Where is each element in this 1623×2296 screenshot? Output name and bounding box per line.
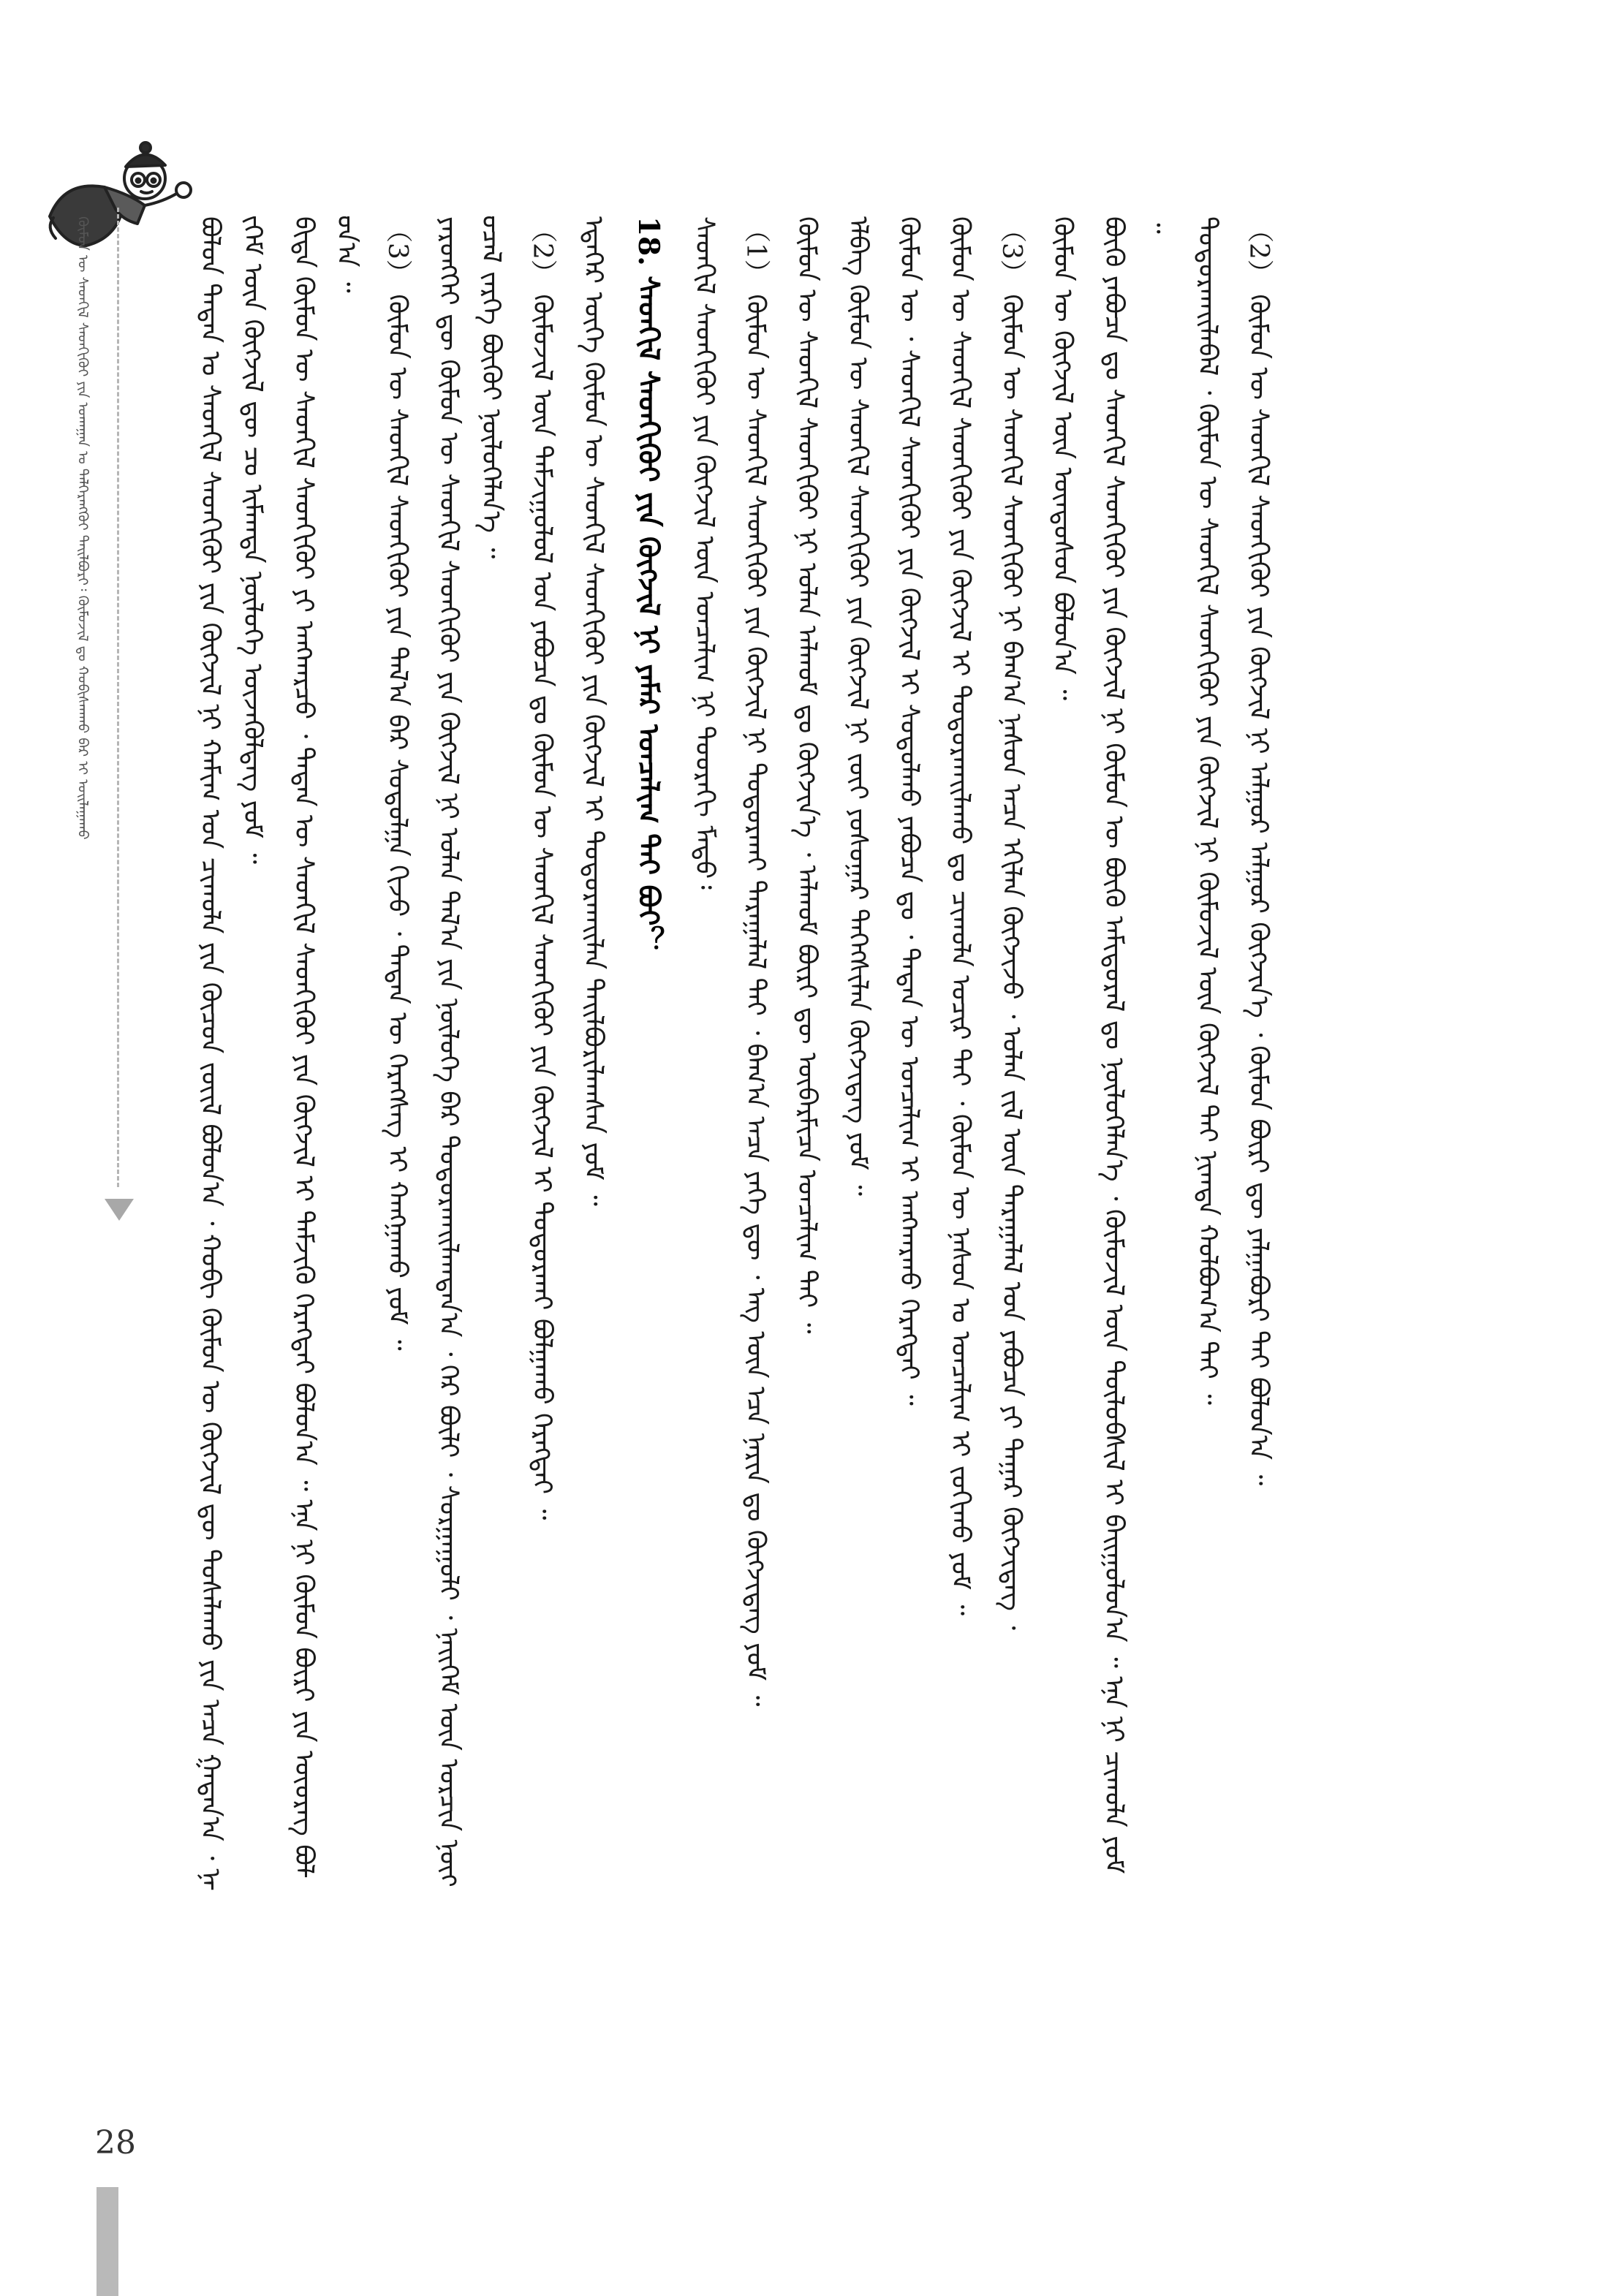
section-heading: 18. ᠰᠡᠳᠬᠢᠯ ᠰᠡᠳᠬᠢᠬᠦᠢ ᠶᠢᠨ ᠬᠦᠭᠵᠢᠯ ᠨᠢ ᠶᠠᠮᠠᠷ ᠣᠨᠴᠠᠯᠢᠭ ᠲᠠᠢ ᠪᠤᠢ？ [632,216,665,955]
text-column: ᠶᠡᠷᠦᠩᠬᠡᠢ ᠳᠦ ᠬᠦᠮᠦᠨ ᠦ ᠰᠡᠳᠬᠢᠯ ᠰᠡᠳᠬᠢᠬᠦᠢ ᠶᠢᠨ ᠬᠦᠭᠵᠢᠯ ᠨᠢ ᠣᠯᠠᠨ ᠲᠠᠯ᠎ᠠ ᠶᠢᠨ ᠨᠥᠯᠦᠭᠡ ᠪᠠᠷ ᠲᠣᠳᠣᠷᠬᠠᠢᠯᠠᠭᠳᠠᠨ᠎ᠠ ᠂ ᠭᠡᠷ ᠪᠦᠯᠢ ᠂ ᠰᠤᠷᠭᠠᠭᠤᠯᠢ ᠂ ᠨᠡᠢᠭᠡᠮ ᠦᠨ ᠣᠷᠴᠢᠨ ᠨᠥᠬᠦᠴᠡᠯ ᠵᠡᠷᠭᠡ ᠪᠦᠬᠦᠢ ᠨᠥᠯᠦᠭᠡᠯᠡᠨ᠎ᠡ ᠃ [434,216,506,1884]
text-column: ᠬᠦᠮᠦᠨ ᠦ ᠰᠡᠳᠬᠢᠯ ᠰᠡᠳᠬᠢᠬᠦᠢ ᠶᠢᠨ ᠬᠦᠭᠵᠢᠯ ᠢ ᠲᠣᠳᠣᠷᠬᠠᠢᠯᠠᠬᠤ ᠳᠤ ᠴᠢᠬᠤᠯᠠ ᠤᠴᠢᠷ ᠲᠠᠢ ᠂ ᠬᠦᠮᠦᠨ ᠦ ᠨᠠᠰᠤᠨ ᠤ ᠣᠨᠴᠠᠯᠢᠭ ᠢ ᠵᠣᠬᠢᠬᠤ ᠶᠤᠮ ᠃ [945,216,975,1616]
page-edge-tab [97,2187,118,2296]
text-column: ᠡᠳᠡᠭᠡᠷ ᠦᠭᠡ ᠬᠦᠮᠦᠨ ᠦ ᠰᠡᠳᠬᠢᠯ ᠰᠡᠳᠬᠢᠬᠦᠢ ᠶᠢᠨ ᠬᠦᠭᠵᠢᠯ ᠢ ᠲᠣᠳᠣᠷᠬᠠᠢᠯᠠᠨ ᠲᠠᠢᠯᠪᠤᠷᠢᠯᠠᠭᠰᠠᠨ ᠶᠤᠮ ᠃ [578,216,608,1206]
text-column: （2） ᠬᠦᠮᠦᠵᠢᠯ ᠦᠨ ᠳᠠᠮᠵᠢᠭᠤᠯᠤᠯ ᠤᠨ ᠶᠠᠪᠤᠴᠠ ᠳᠤ ᠬᠦᠮᠦᠨ ᠦ ᠰᠡᠳᠬᠢᠯ ᠰᠡᠳᠬᠢᠬᠦᠢ ᠶᠢᠨ ᠬᠦᠭᠵᠢᠯ ᠢ ᠲᠣᠳᠣᠷᠬᠠᠢ ᠪᠣᠯᠭᠠᠬᠤ ᠬᠡᠷᠡᠭᠲᠡᠢ ᠃ [527,216,557,1520]
text-column: ᠡᠯᠪᠡᠭ ᠬᠦᠮᠦᠨ ᠦ ᠰᠡᠳᠬᠢᠯ ᠰᠡᠳᠬᠢᠬᠦᠢ ᠶᠢᠨ ᠬᠦᠭᠵᠢᠯ ᠨᠢ ᠵᠦᠢ ᠶᠣᠰᠣᠭᠠᠷ ᠳᠡᠭᠡᠭᠰᠢᠯᠡᠨ ᠬᠦᠭᠵᠢᠳᠡᠭ ᠶᠤᠮ ᠃ [843,216,873,1196]
text-column: ᠪᠢᠳᠡ ᠬᠦᠮᠦᠨ ᠦ ᠰᠡᠳᠬᠢᠯ ᠰᠡᠳᠬᠢᠬᠦᠢ ᠶᠢ ᠠᠩᠬᠠᠷᠴᠤ ᠂ ᠲᠡᠳᠡᠨ ᠦ ᠰᠡᠳᠬᠢᠯ ᠰᠡᠳᠬᠢᠬᠦᠢ ᠶᠢᠨ ᠬᠦᠭᠵᠢᠯ ᠢ ᠳᠡᠮᠵᠢᠬᠦ ᠬᠡᠷᠡᠭᠲᠡᠢ ᠪᠣᠯᠣᠨ᠎ᠠ ᠃ ᠡᠨᠡ ᠨᠢ ᠬᠦᠮᠦᠨ ᠪᠦᠷᠢ ᠶᠢᠨ ᠦᠦᠷᠡᠭ ᠪᠣᠯᠣᠨ᠎ᠠ ᠃ [289,216,361,1877]
text-column: （3） ᠬᠦᠮᠦᠨ ᠦ ᠰᠡᠳᠬᠢᠯ ᠰᠡᠳᠬᠢᠬᠦᠢ ᠶᠢᠨ ᠲᠠᠯ᠎ᠠ ᠪᠠᠷ ᠰᠤᠳᠤᠯᠭᠠ ᠬᠢᠵᠦ ᠂ ᠲᠡᠳᠡᠨ ᠦ ᠬᠡᠷᠡᠭᠰᠡᠭ ᠢ ᠬᠠᠩᠭᠠᠬᠤ ᠶᠤᠮ ᠃ [382,216,412,1351]
text-column: ᠪᠦᠬᠦ ᠶᠠᠪᠤᠴᠠ ᠳᠤ ᠰᠡᠳᠬᠢᠯ ᠰᠡᠳᠬᠢᠬᠦᠢ ᠶᠢᠨ ᠬᠦᠭᠵᠢᠯ ᠨᠢ ᠬᠦᠮᠦᠨ ᠦ ᠪᠦᠬᠦ ᠠᠮᠢᠳᠤᠷᠠᠯ ᠳᠤ ᠨᠥᠯᠦᠭᠡᠯᠡᠨ᠎ᠡ ᠂ ᠬᠦᠮᠦᠵᠢᠯ ᠦᠨ ᠲᠥᠯᠦᠪᠰᠢᠯ ᠢ ᠪᠠᠢᠭᠤᠯᠤᠨ᠎ᠠ ᠃ ᠡᠨᠡ ᠨᠢ ᠴᠢᠬᠤᠯᠠ ᠶᠤᠮ ᠃ [1099,216,1171,1882]
text-column: ᠲᠣᠳᠣᠷᠬᠠᠢᠯᠠᠪᠠᠯ ᠂ ᠬᠦᠮᠦᠨ ᠦ ᠰᠡᠳᠬᠢᠯ ᠰᠡᠳᠬᠢᠬᠦᠢ ᠶᠢᠨ ᠬᠦᠭᠵᠢᠯ ᠨᠢ ᠬᠦᠮᠦᠵᠢᠯ ᠦᠨ ᠬᠦᠭᠵᠢᠯ ᠲᠡᠢ ᠨᠢᠭᠲᠠ ᠬᠣᠯᠪᠣᠭ᠎ᠠ ᠲᠠᠢ ᠃ [1192,216,1222,1405]
text-column: ᠪᠣᠯᠣᠨ ᠲᠡᠳᠡᠨ ᠤ ᠰᠡᠳᠬᠢᠯ ᠰᠡᠳᠬᠢᠬᠦᠢ ᠶᠢᠨ ᠬᠦᠭᠵᠢᠯ ᠨᠢ ᠬᠠᠮᠢᠭ ᠤᠨ ᠴᠢᠬᠤᠯᠠ ᠶᠢᠨ ᠬᠦᠴᠦᠨ ᠵᠦᠢᠯ ᠪᠣᠯᠣᠨ᠎ᠠ ᠂ ᠬᠤᠪᠢ ᠬᠦᠮᠦᠨ ᠦ ᠬᠦᠭᠵᠢᠯ ᠳᠦ ᠲᠤᠰᠠᠯᠠᠬᠤ ᠶᠢᠨ ᠠᠴᠠ ᠭᠠᠳᠠᠨ᠎ᠠ ᠂ ᠨᠡᠢᠭᠡᠮ ᠦᠨ ᠬᠦᠭᠵᠢᠯ ᠳᠦ ᠴᠤ ᠢᠮᠠᠭᠳᠠ ᠨᠥᠯᠦᠭᠡ ᠦᠵᠡᠭᠦᠯᠳᠡᠭ ᠶᠤᠮ ᠃ [195,216,268,1890]
running-header: ᠬᠦᠮᠦᠨ ᠦ ᠰᠡᠳᠬᠢᠯ ᠰᠡᠳᠬᠢᠬᠦᠢ ᠶᠢᠨ ᠤᠬᠠᠭᠠᠨ ᠤ ᠳᠡᠯᠭᠡᠷᠡᠩᠭᠦᠢ ᠲᠠᠢᠯᠪᠤᠷᠢ᠄ ᠬᠦᠮᠦᠵᠢᠯ ᠳᠤ ᠬᠤᠪᠢᠰᠬᠠᠬᠤ ᠪᠠᠷ ᠢ ᠤᠢᠯᠠᠭᠠᠬᠤ [75,216,91,840]
body-text [189,216,1431,1890]
page-number: 28 [95,2124,136,2162]
text-column: ᠰᠡᠳᠬᠢᠯ ᠰᠡᠳᠬᠢᠬᠦᠢ ᠶᠢᠨ ᠬᠦᠭᠵᠢᠯ ᠦᠨ ᠣᠨᠴᠠᠯᠢᠭ ᠨᠢ ᠳᠣᠣᠷᠠᠬᠢ ᠮᠡᠲᠦ᠄ [689,216,719,890]
mascot-illustration [35,136,203,260]
text-column: ᠬᠦᠮᠦᠨ ᠦ ᠰᠡᠳᠬᠢᠯ ᠰᠡᠳᠬᠢᠬᠦᠢ ᠨᠢ ᠣᠯᠠᠨ ᠠᠯᠬᠤᠮ ᠳᠤ ᠬᠦᠭᠵᠢᠨ᠎ᠡ ᠂ ᠠᠯᠬᠤᠮ ᠪᠦᠷᠢ ᠳᠦ ᠥᠪᠡᠷᠮᠢᠴᠡ ᠣᠨᠴᠠᠯᠢᠭ ᠲᠠᠢ ᠃ [792,216,822,1334]
triangle-arrow-icon [105,1199,134,1221]
header-dashed-rule [117,208,119,1187]
text-column: ᠬᠦᠮᠦᠨ ᠦ ᠂ ᠰᠡᠳᠬᠢᠯ ᠰᠡᠳᠬᠢᠬᠦᠢ ᠶᠢᠨ ᠬᠦᠭᠵᠢᠯ ᠢ ᠰᠤᠳᠤᠯᠬᠤ ᠶᠠᠪᠤᠴᠠ ᠳᠤ ᠂ ᠲᠡᠳᠡᠨ ᠦ ᠣᠨᠴᠠᠯᠢᠭ ᠢ ᠠᠩᠬᠠᠷᠬᠤ ᠬᠡᠷᠡᠭᠲᠡᠢ ᠃ [894,216,924,1406]
text-column: （1） ᠬᠦᠮᠦᠨ ᠦ ᠰᠡᠳᠬᠢᠯ ᠰᠡᠳᠬᠢᠬᠦᠢ ᠶᠢᠨ ᠬᠦᠭᠵᠢᠯ ᠨᠢ ᠲᠣᠳᠣᠷᠬᠠᠢ ᠳᠠᠷᠠᠭᠠᠯᠠᠯ ᠲᠠᠢ ᠂ ᠪᠠᠭ᠎ᠠ ᠠᠴᠠ ᠶᠡᠬᠡ ᠳᠦ ᠂ ᠡᠩ ᠦᠨ ᠡᠴᠡ ᠨᠠᠷᠢᠨ ᠳᠤ ᠬᠦᠭᠵᠢᠳᠡᠭ ᠶᠤᠮ ᠃ [741,216,771,1707]
text-column: ᠬᠦᠮᠦᠨ ᠦ ᠬᠦᠭᠵᠢᠯ ᠦᠨ ᠦᠨᠳᠦᠰᠦᠨ ᠪᠣᠯᠣᠨ᠎ᠠ ᠃ [1048,216,1078,701]
text-column: （3） ᠬᠦᠮᠦᠨ ᠦ ᠰᠡᠳᠬᠢᠯ ᠰᠡᠳᠬᠢᠬᠦᠢ ᠨᠢ ᠪᠠᠭ᠎ᠠ ᠨᠠᠰᠤᠨ ᠠᠴᠠ ᠡᠬᠢᠯᠡᠨ ᠬᠦᠭᠵᠢᠵᠦ ᠂ ᠣᠯᠠᠨ ᠵᠢᠯ ᠦᠨ ᠳᠠᠷᠠᠭᠠᠯᠠᠯ ᠤᠨ ᠶᠠᠪᠤᠴᠠ ᠶᠢ ᠳᠠᠭᠠᠷ ᠬᠦᠭᠵᠢᠳᠡᠭ ᠂ [996,216,1026,1630]
text-column: （2） ᠬᠦᠮᠦᠨ ᠦ ᠰᠡᠳᠬᠢᠯ ᠰᠡᠳᠬᠢᠬᠦᠢ ᠶᠢᠨ ᠬᠦᠭᠵᠢᠯ ᠨᠢ ᠠᠯᠭᠤᠷ ᠠᠯᠭᠤᠷ ᠬᠦᠭᠵᠢᠨ᠎ᠡ ᠂ ᠬᠦᠮᠦᠨ ᠪᠦᠷᠢ ᠳᠦ ᠶᠠᠯᠭᠠᠪᠤᠷᠢ ᠲᠠᠢ ᠪᠣᠯᠣᠨ᠎ᠠ ᠃ [1244,216,1274,1486]
